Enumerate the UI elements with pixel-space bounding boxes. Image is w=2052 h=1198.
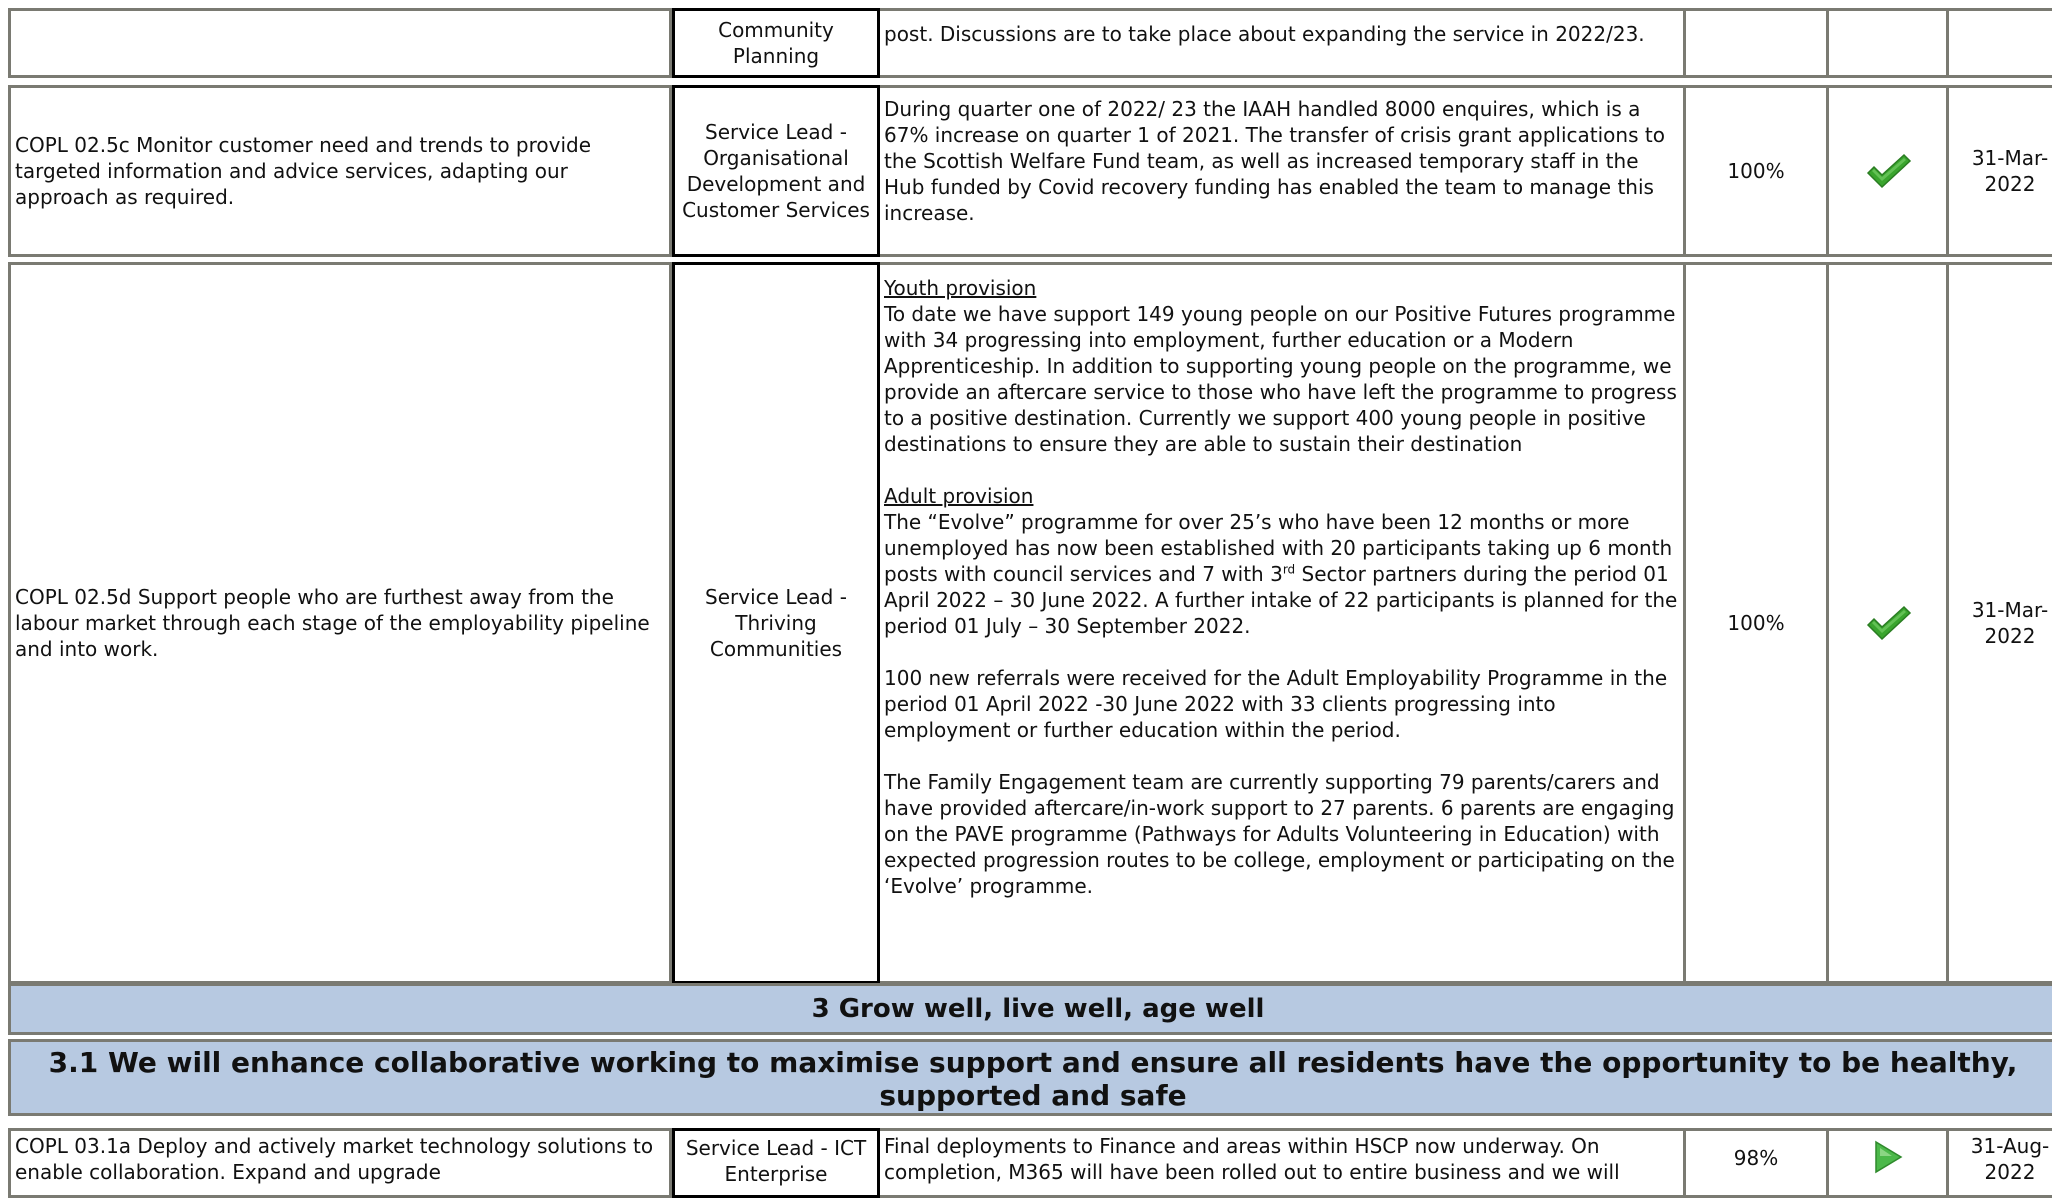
progress-text: 100% bbox=[1727, 159, 1785, 183]
adult-text-1a: The “Evolve” programme for over 25’s who have been 12 months or more unemployed has now been established with 20 participants taking up 6 month posts with council services and 7 with 3 bbox=[884, 510, 1673, 586]
youth-text: To date we have support 149 young people on our Positive Futures programme with 34 progressing into employment, further education or a Modern Apprenticeship. In addition to supporting young people on the programme, we provide an aftercare service to those who have left the programme to progress to a positive destination. Currently we support 400 young people in positive destinations to ensure they are able to sustain their destination bbox=[884, 302, 1677, 456]
owner-cell bbox=[672, 8, 880, 78]
action-text: COPL 02.5d Support people who are furthest away from the labour market through each stage of the employability pipeline and into work. bbox=[15, 585, 650, 661]
progress-text: 100% bbox=[1727, 611, 1785, 635]
outcome-heading bbox=[8, 1039, 2052, 1116]
due-date-cell bbox=[1949, 265, 2052, 981]
update-cell bbox=[880, 88, 1686, 254]
owner-text: Service Lead - ICT Enterprise bbox=[685, 1136, 867, 1186]
owner-text: Service Lead - Thriving Communities bbox=[705, 585, 847, 661]
adult-heading: Adult provision bbox=[884, 484, 1034, 508]
due-date-text: 31-Mar-2022 bbox=[1971, 146, 2049, 196]
table-row bbox=[8, 85, 2052, 257]
priority-heading-text: 3 Grow well, live well, age well bbox=[811, 994, 1265, 1024]
owner-cell bbox=[672, 85, 880, 257]
priority-heading bbox=[8, 983, 2052, 1035]
adult-text-1b: Sector partners during the period 01 April 2022 – 30 June 2022. A further intake of 22 participants is planned for the period 01 July – 30 September 2022. bbox=[884, 562, 1678, 638]
update-cell bbox=[880, 265, 1686, 981]
action-text: COPL 02.5c Monitor customer need and trends to provide targeted information and advice services, adapting our approach as required. bbox=[15, 133, 592, 209]
green-tick-icon bbox=[1864, 603, 1912, 643]
action-cell bbox=[11, 265, 672, 981]
green-tick-icon bbox=[1864, 151, 1912, 191]
update-text: During quarter one of 2022/ 23 the IAAH handled 8000 enquires, which is a 67% increase on quarter 1 of 2021. The transfer of crisis grant applications to the Scottish Welfare Fund team, as well as increased temporary staff in the Hub funded by Covid recovery funding has enabled the team to manage this increase. bbox=[884, 97, 1665, 225]
progress-cell bbox=[1686, 11, 1829, 75]
action-cell bbox=[11, 88, 672, 254]
youth-heading: Youth provision bbox=[884, 276, 1037, 300]
green-play-icon bbox=[1872, 1139, 1904, 1175]
update-text: Final deployments to Finance and areas within HSCP now underway. On completion, M365 will have been rolled out to entire business and we will bbox=[884, 1134, 1620, 1184]
progress-cell bbox=[1686, 1131, 1829, 1195]
progress-text: 98% bbox=[1733, 1146, 1779, 1170]
ordinal-suffix: rd bbox=[1282, 562, 1296, 577]
update-text: post. Discussions are to take place about expanding the service in 2022/23. bbox=[884, 22, 1645, 46]
update-cell bbox=[880, 1131, 1686, 1195]
owner-cell bbox=[672, 262, 880, 984]
due-date-cell bbox=[1949, 1131, 2052, 1195]
due-date-text: 31-Aug-2022 bbox=[1970, 1134, 2050, 1184]
status-cell bbox=[1829, 88, 1949, 254]
outcome-heading-text: 3.1 We will enhance collaborative working to maximise support and ensure all residents have the opportunity to be healthy, supported and safe bbox=[48, 1046, 2018, 1112]
due-date-cell bbox=[1949, 11, 2052, 75]
update-body bbox=[884, 275, 1679, 899]
due-date-cell bbox=[1949, 88, 2052, 254]
status-cell bbox=[1829, 265, 1949, 981]
update-cell bbox=[880, 11, 1686, 75]
owner-text: Service Lead - Organisational Development and Customer Services bbox=[682, 120, 870, 222]
status-cell bbox=[1829, 11, 1949, 75]
adult-text-1 bbox=[884, 509, 1679, 639]
adult-text-3: The Family Engagement team are currently supporting 79 parents/carers and have provided aftercare/in-work support to 27 parents. 6 parents are engaging on the PAVE programme (Pathways for Adults Volunteering in Education) with expected progression routes to be college, employment or participating on the ‘Evolve’ programme. bbox=[884, 770, 1675, 898]
table-row bbox=[8, 262, 2052, 984]
table-row bbox=[8, 8, 2052, 78]
action-text: COPL 03.1a Deploy and actively market technology solutions to enable collaboration. Expand and upgrade bbox=[15, 1134, 654, 1184]
owner-cell bbox=[672, 1128, 880, 1198]
progress-cell bbox=[1686, 265, 1829, 981]
table-row bbox=[8, 1128, 2052, 1198]
status-cell bbox=[1829, 1131, 1949, 1195]
progress-cell bbox=[1686, 88, 1829, 254]
action-cell bbox=[11, 1131, 672, 1195]
due-date-text: 31-Mar-2022 bbox=[1971, 598, 2049, 648]
owner-text: Community Planning bbox=[718, 18, 834, 68]
adult-text-2: 100 new referrals were received for the Adult Employability Programme in the period 01 April 2022 -30 June 2022 with 33 clients progressing into employment or further education within the period. bbox=[884, 666, 1668, 742]
action-cell bbox=[11, 11, 672, 75]
